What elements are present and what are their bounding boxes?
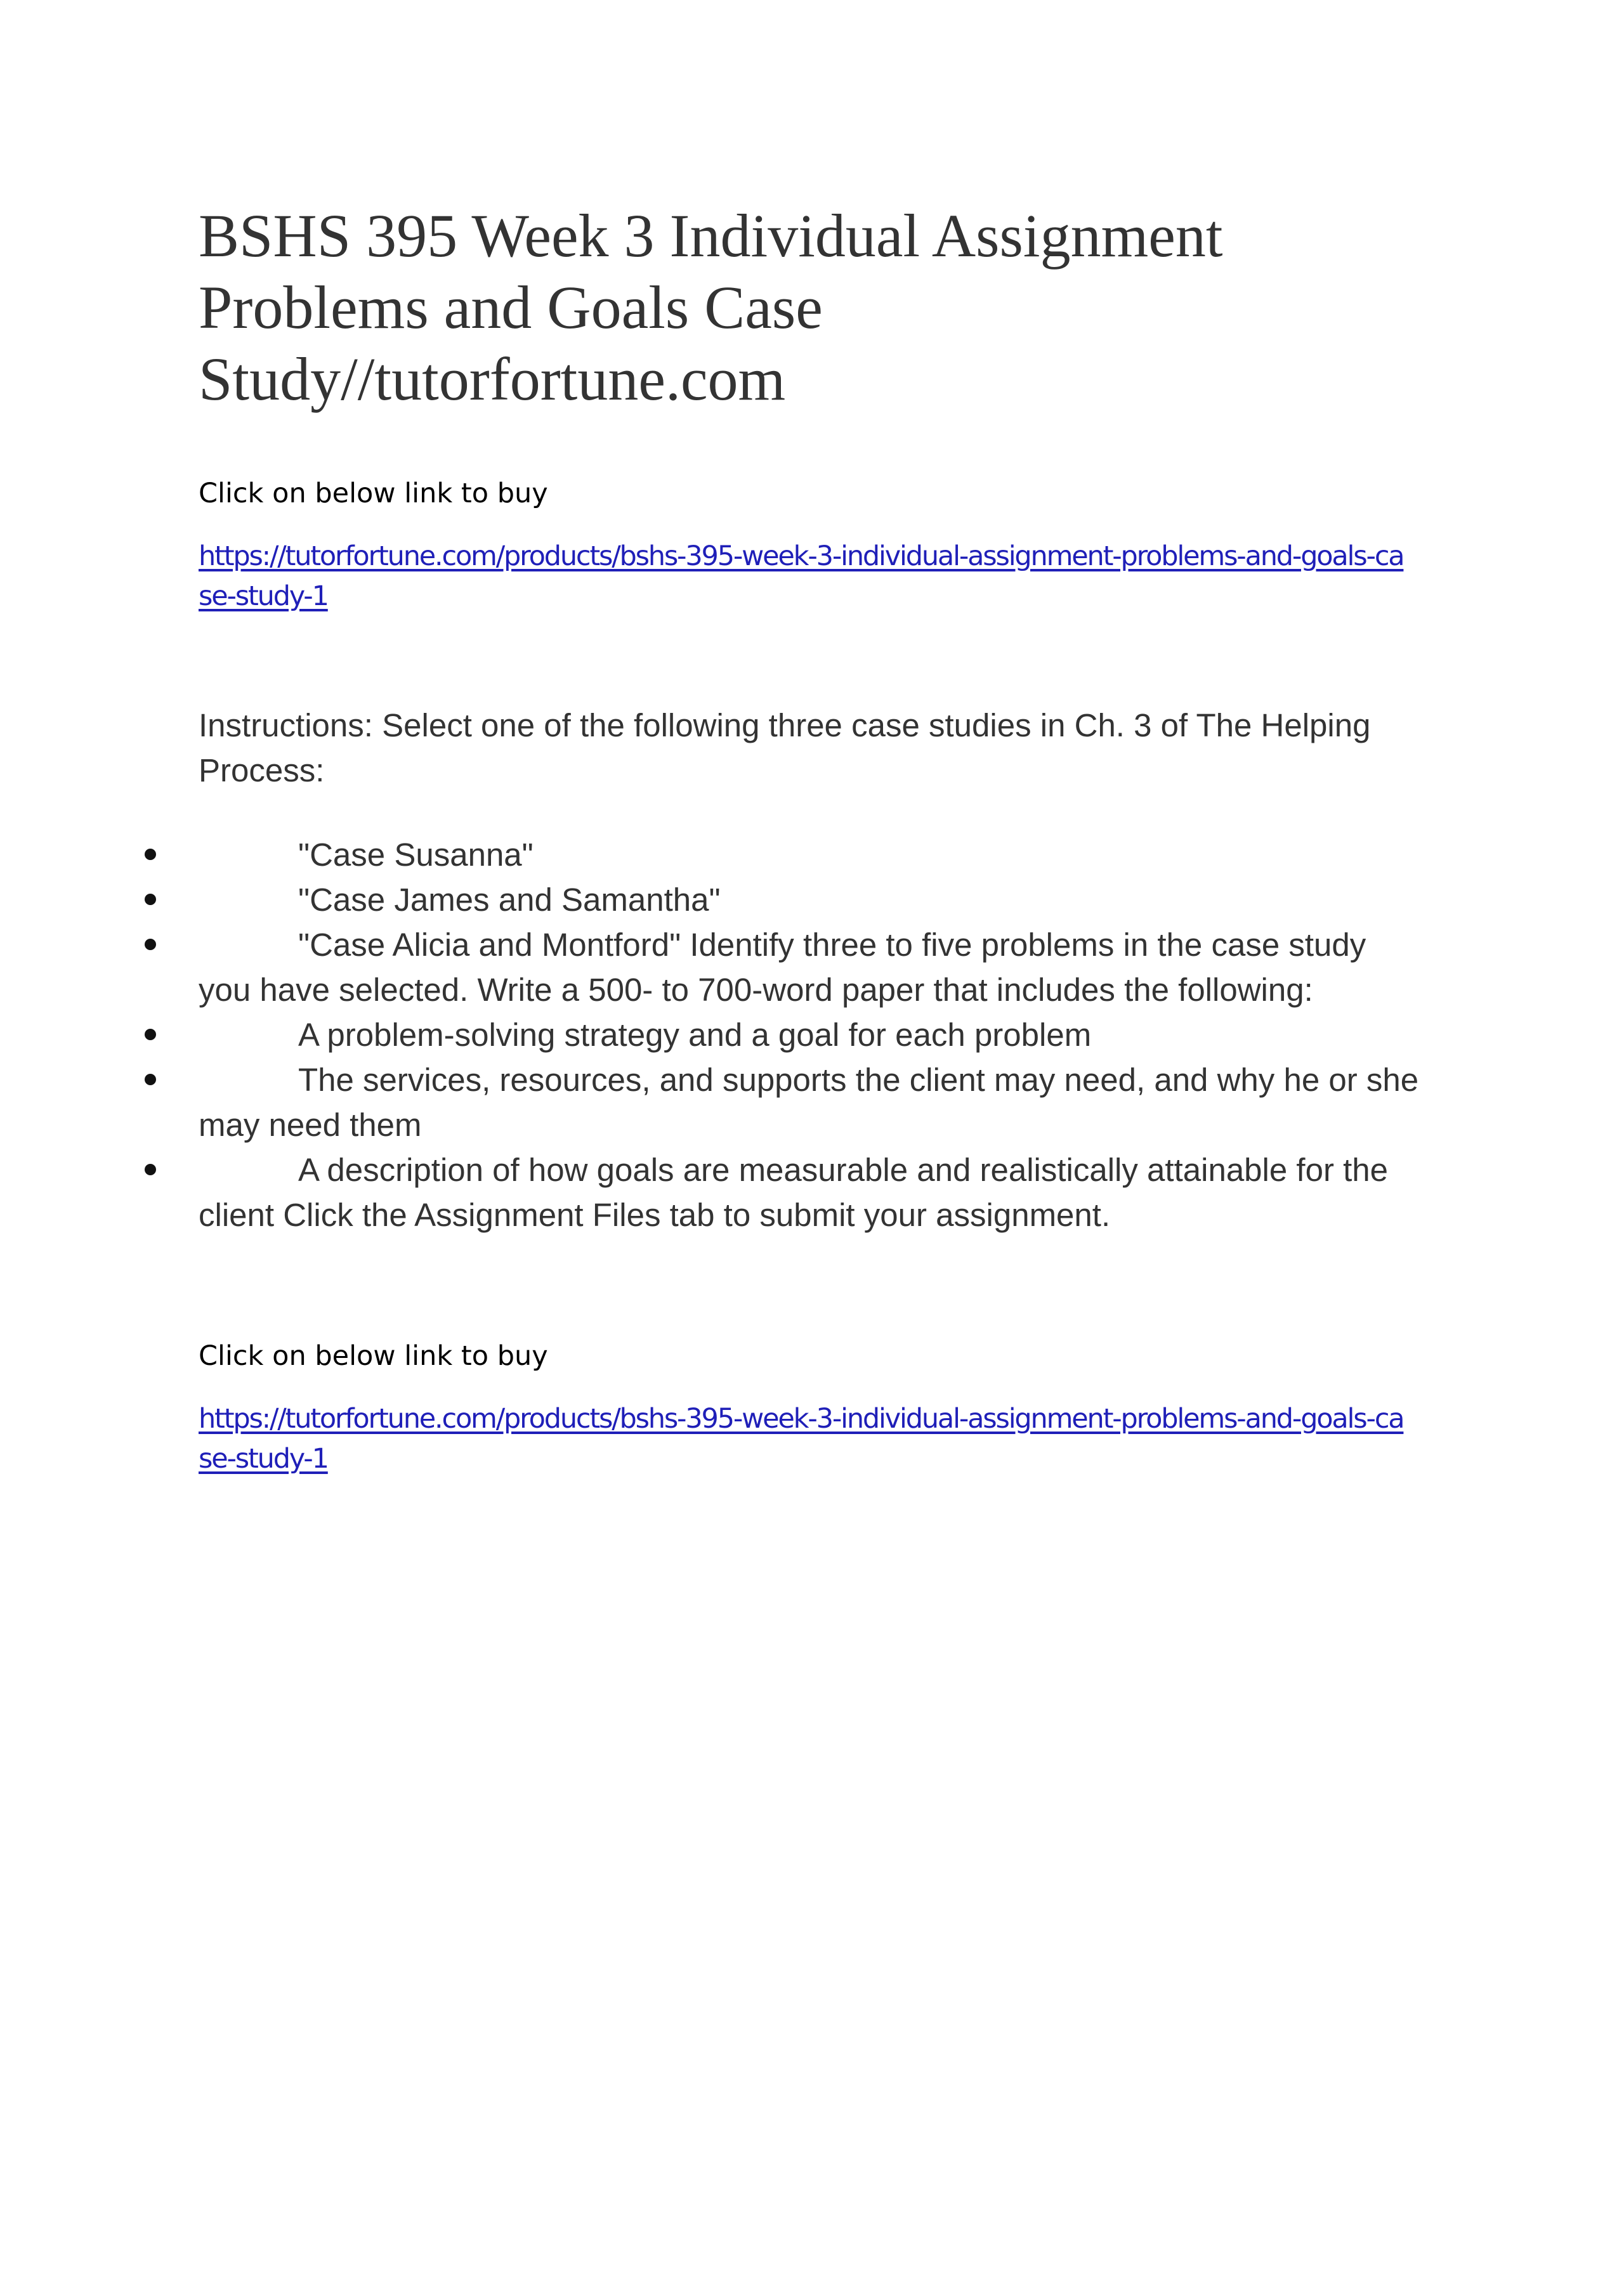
requirements-list [199, 832, 1423, 1237]
bullet-icon [145, 894, 156, 905]
document-title: BSHS 395 Week 3 Individual Assignment Problems and Goals Case Study//tutorfortune.com [199, 202, 1223, 413]
buy-link-bottom[interactable]: https://tutorfortune.com/products/bshs-395-week-3-individual-assignment-problems-and-goals-case-study-1 [199, 1403, 1404, 1475]
buy-link-top[interactable]: https://tutorfortune.com/products/bshs-395-week-3-individual-assignment-problems-and-goals-case-study-1 [199, 540, 1404, 612]
buy-label-top: Click on below link to buy [199, 478, 548, 509]
list-item-text: A problem-solving strategy and a goal for each problem [298, 1017, 1092, 1053]
list-item-text: "Case Alicia and Montford" Identify three to five problems in the case study you have selected. Write a 500- to 700-word paper that includes the following: [199, 927, 1366, 1008]
list-item [199, 922, 1423, 1012]
bullet-icon [145, 1164, 156, 1175]
list-item [199, 877, 1423, 922]
list-item [199, 1147, 1423, 1237]
list-item [199, 1057, 1423, 1147]
bullet-icon [145, 1029, 156, 1040]
bullet-icon [145, 939, 156, 950]
list-item-text: "Case James and Samantha" [298, 882, 721, 918]
list-item-text: A description of how goals are measurable and realistically attainable for the client Click the Assignment Files tab to submit your assignment. [199, 1152, 1388, 1233]
bullet-icon [145, 1074, 156, 1085]
list-item [199, 1012, 1423, 1057]
buy-label-bottom: Click on below link to buy [199, 1340, 548, 1372]
instructions-text: Instructions: Select one of the following three case studies in Ch. 3 of The Helping Process: [199, 707, 1371, 788]
bullet-icon [145, 849, 156, 860]
list-item-text: "Case Susanna" [298, 837, 534, 873]
list-item [199, 832, 1423, 877]
list-item-text: The services, resources, and supports the client may need, and why he or she may need them [199, 1062, 1419, 1143]
